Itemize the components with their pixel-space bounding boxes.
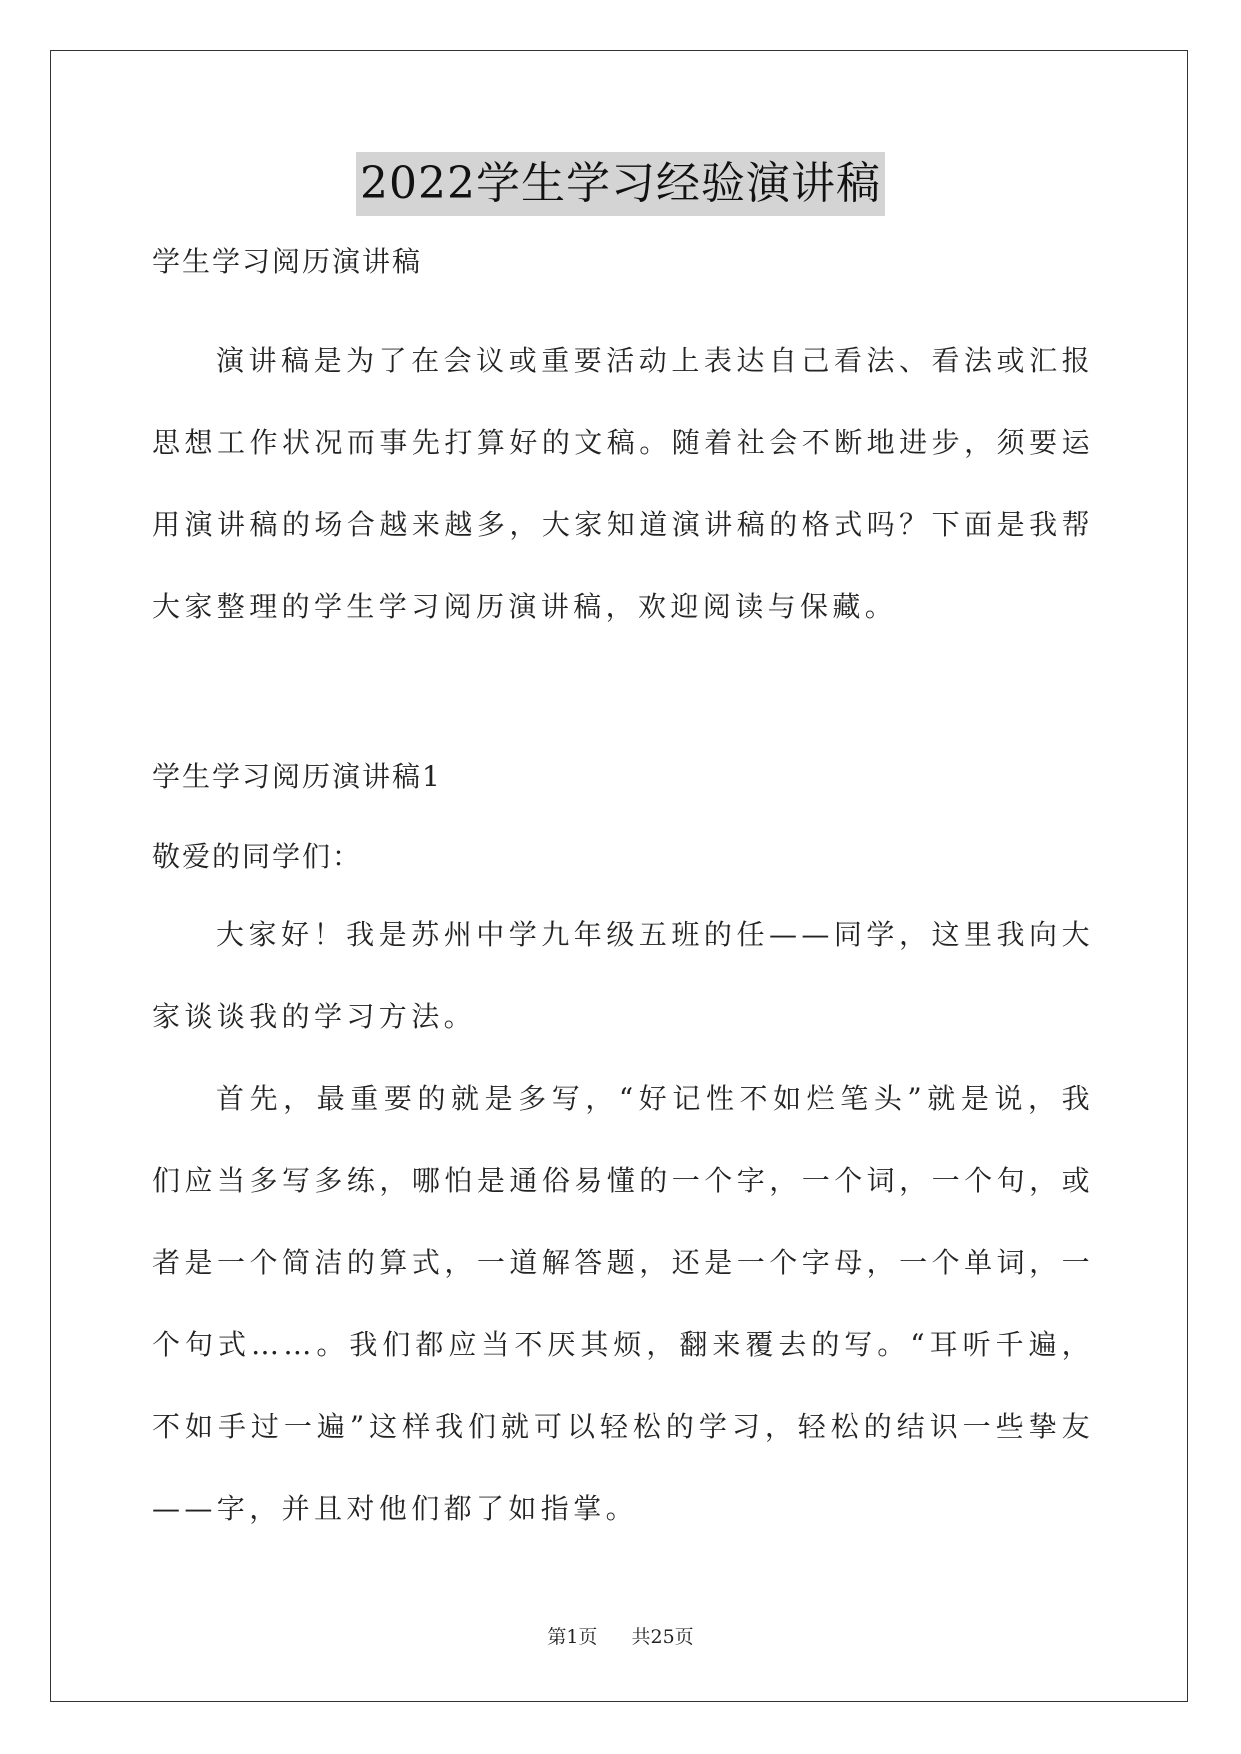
section-heading: 学生学习阅历演讲稿1 (152, 760, 442, 793)
page-number: 第1页 (547, 1626, 598, 1648)
title-container (0, 152, 1241, 216)
intro-paragraph: 演讲稿是为了在会议或重要活动上表达自己看法、看法或汇报思想工作状况而事先打算好的文稿。随着社会不断地进步，须要运用演讲稿的场合越来越多，大家知道演讲稿的格式吗？下面是我帮大家整理的学生学习阅历演讲稿，欢迎阅读与保藏。 (152, 344, 1094, 623)
document-subtitle: 学生学习阅历演讲稿 (152, 245, 423, 278)
page-total: 共25页 (631, 1626, 694, 1648)
body-paragraph-2: 首先，最重要的就是多写，“好记性不如烂笔头”就是说，我们应当多写多练，哪怕是通俗易懂的一个字，一个词，一个句，或者是一个简洁的算式，一道解答题，还是一个字母，一个单词，一个句式……。我们都应当不厌其烦，翻来覆去的写。“耳听千遍，不如手过一遍”这样我们就可以轻松的学习，轻松的结识一些挚友——字，并且对他们都了如指掌。 (152, 1082, 1094, 1525)
body-paragraph-1: 大家好！我是苏州中学九年级五班的任——同学，这里我向大家谈谈我的学习方法。 (152, 918, 1094, 1033)
salutation: 敬爱的同学们： (152, 840, 363, 873)
page-footer (0, 1622, 1241, 1649)
document-title: 2022学生学习经验演讲稿 (356, 152, 885, 216)
